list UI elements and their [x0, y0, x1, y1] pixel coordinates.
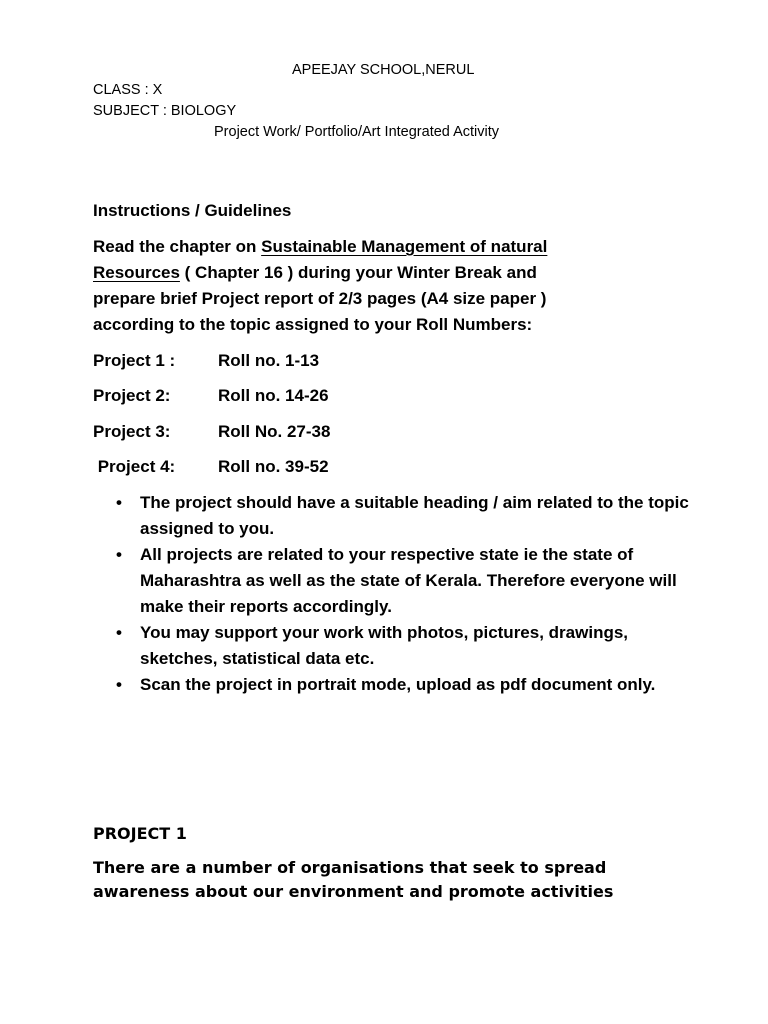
roll-range: Roll no. 39-52 — [218, 457, 329, 476]
list-item — [112, 542, 692, 620]
intro-text: Read the chapter on — [93, 237, 262, 256]
roll-range: Roll no. 1-13 — [218, 351, 320, 370]
intro-text-2: ( Chapter 16 ) during your Winter Break and — [179, 263, 537, 282]
list-item-text: All projects are related to your respective state ie the state of Maharashtra as well as the state of Kerala. Therefore everyone will make their reports accordingly. — [140, 545, 677, 616]
intro-line-4: according to the topic assigned to your Roll Numbers: — [93, 315, 533, 334]
chapter-title-part-1: Sustainable Management of natural — [261, 237, 548, 256]
bullet-icon: • — [116, 493, 122, 512]
roll-project-label: Project 1 : — [93, 351, 176, 370]
roll-row — [93, 386, 329, 406]
roll-project-label: Project 3: — [93, 422, 171, 441]
roll-row — [93, 457, 329, 477]
roll-row — [93, 351, 319, 371]
class-line: CLASS : X — [93, 82, 163, 98]
bullet-icon: • — [116, 675, 122, 694]
intro-line-2 — [93, 263, 537, 283]
list-item — [112, 672, 692, 698]
roll-range: Roll No. 27-38 — [218, 422, 331, 441]
list-item-text: The project should have a suitable heading / aim related to the topic assigned to you. — [140, 493, 689, 538]
subject-line: SUBJECT : BIOLOGY — [93, 103, 237, 119]
project-1-heading: PROJECT 1 — [93, 824, 187, 843]
list-item — [112, 620, 692, 672]
project-1-line-1: There are a number of organisations that seek to spread — [93, 858, 607, 877]
list-item-text: Scan the project in portrait mode, upload as pdf document only. — [140, 675, 656, 694]
bullet-icon: • — [116, 545, 122, 564]
bullet-icon: • — [116, 623, 122, 642]
project-1-line-2: awareness about our environment and promote activities — [93, 882, 614, 901]
intro-line-1 — [93, 237, 547, 257]
activity-title: Project Work/ Portfolio/Art Integrated Activity — [214, 124, 500, 140]
school-name: APEEJAY SCHOOL,NERUL — [292, 62, 475, 78]
intro-line-3: prepare brief Project report of 2/3 pages (A4 size paper ) — [93, 289, 547, 308]
roll-range: Roll no. 14-26 — [218, 386, 329, 405]
guidelines-list — [112, 490, 692, 698]
roll-project-label: Project 4: — [93, 457, 176, 476]
roll-project-label: Project 2: — [93, 386, 171, 405]
instructions-heading: Instructions / Guidelines — [93, 201, 292, 220]
roll-row — [93, 422, 330, 442]
chapter-title-part-2: Resources — [93, 263, 180, 282]
list-item — [112, 490, 692, 542]
list-item-text: You may support your work with photos, pictures, drawings, sketches, statistical data etc. — [140, 623, 629, 668]
